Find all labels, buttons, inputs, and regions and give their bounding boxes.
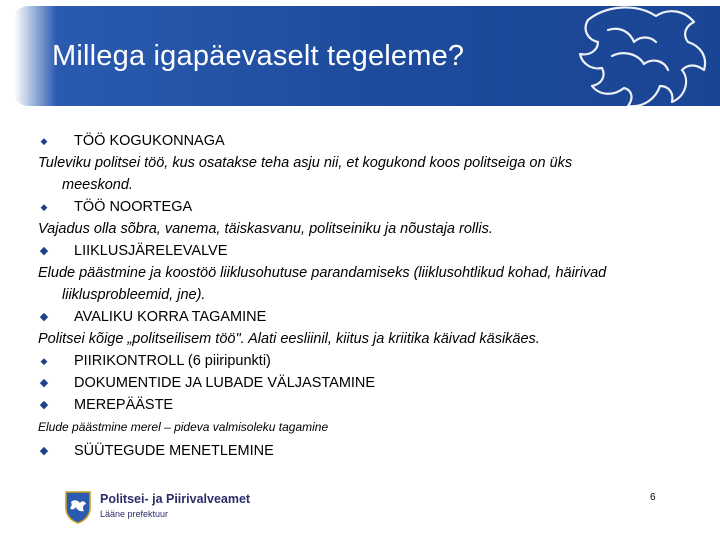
diamond-bullet-icon: ◆ (39, 445, 49, 457)
item-heading: MEREPÄÄSTE (74, 397, 174, 413)
list-item (38, 306, 688, 328)
diamond-bullet-icon: ◆ (40, 356, 48, 366)
list-item (38, 440, 688, 462)
list-item (38, 240, 688, 262)
item-heading: SÜÜTEGUDE MENETLEMINE (74, 443, 274, 459)
list-item (38, 130, 688, 152)
item-heading: TÖÖ KOGUKONNAGA (74, 133, 225, 149)
diamond-bullet-icon: ◆ (39, 245, 49, 257)
item-heading: DOKUMENTIDE JA LUBADE VÄLJASTAMINE (74, 375, 376, 391)
page-number: 6 (650, 492, 656, 503)
list-item (38, 394, 688, 416)
list-item (38, 350, 688, 372)
item-description (38, 418, 688, 436)
logo-subtitle: Lääne prefektuur (100, 509, 169, 519)
description-line: Vajadus olla sõbra, vanema, täiskasvanu, politseiniku ja nõustaja rollis. (38, 221, 493, 237)
description-line: Elude päästmine ja koostöö liiklusohutuse parandamiseks (liiklusohtlikud kohad, häirivad (38, 265, 607, 281)
lion-emblem-icon (568, 0, 720, 130)
description-line-continued: liiklusprobleemid, jne). (62, 287, 206, 303)
list-item (38, 372, 688, 394)
diamond-bullet-icon: ◆ (39, 377, 49, 389)
item-description (38, 152, 688, 196)
slide-title: Millega igapäevaselt tegeleme? (52, 40, 465, 72)
police-shield-icon (64, 490, 92, 524)
description-line: Elude päästmine merel – pideva valmisoleku tagamine (38, 420, 329, 434)
bullet-list (38, 130, 688, 462)
diamond-bullet-icon: ◆ (39, 399, 49, 411)
diamond-bullet-icon: ◆ (39, 311, 49, 323)
item-heading: TÖÖ NOORTEGA (74, 199, 193, 215)
diamond-bullet-icon: ◆ (40, 202, 48, 212)
item-heading: PIIRIKONTROLL (6 piiripunkti) (74, 353, 271, 369)
item-description (38, 328, 688, 350)
logo-name: Politsei- ja Piirivalveamet (100, 492, 251, 506)
footer-logo (64, 488, 254, 528)
item-description (38, 218, 688, 240)
list-item (38, 196, 688, 218)
diamond-bullet-icon: ◆ (40, 136, 48, 146)
item-heading: AVALIKU KORRA TAGAMINE (74, 309, 267, 325)
description-line: Politsei kõige „politseilisem töö". Alati eesliinil, kiitus ja kriitika käivad käsikäes. (38, 331, 540, 347)
item-heading: LIIKLUSJÄRELEVALVE (74, 243, 228, 259)
title-bar (0, 0, 720, 112)
description-line-continued: meeskond. (62, 177, 133, 193)
description-line: Tuleviku politsei töö, kus osatakse teha asju nii, et kogukond koos politseiga on üks (38, 155, 573, 171)
item-description (38, 262, 688, 306)
